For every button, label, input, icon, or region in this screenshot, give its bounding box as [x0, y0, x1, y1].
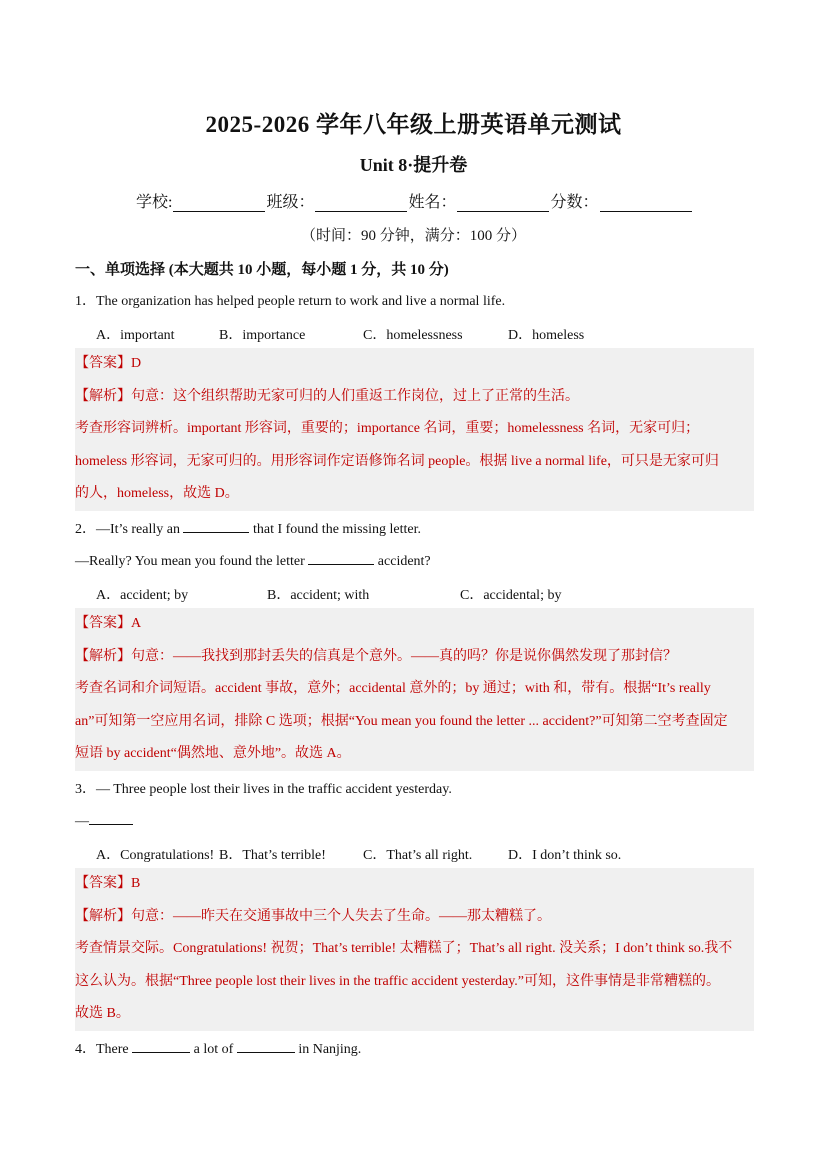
- stem-text: 4．There: [75, 1042, 129, 1057]
- stem-text: a lot of: [193, 1042, 234, 1057]
- class-label: 班级：: [266, 194, 315, 211]
- answer: 【答案】D: [75, 356, 142, 371]
- score-label: 分数：: [550, 194, 599, 211]
- analysis-line: 考查情景交际。Congratulations! 祝贺；That’s terrible! 太糟糕了；That’s all right. 没关系；I don’t think so.我不: [75, 941, 733, 956]
- question-2-stem-line-1: [75, 518, 421, 538]
- question-2-answer-block: [75, 608, 754, 771]
- answer-blank: [183, 518, 249, 533]
- option: B．importance: [219, 328, 306, 343]
- exam-title: 2025-2026 学年八年级上册英语单元测试: [205, 112, 622, 137]
- answer: 【答案】B: [75, 876, 141, 891]
- stem-text: that I found the missing letter.: [252, 522, 421, 537]
- option: B．That’s terrible!: [219, 848, 326, 863]
- question-4-stem: [75, 1038, 361, 1058]
- analysis-line: 故选 B。: [75, 1006, 130, 1021]
- stem-text: —Really? You mean you found the letter: [75, 554, 305, 569]
- stem-text: accident?: [377, 554, 431, 569]
- answer-blank: [237, 1038, 295, 1053]
- analysis-line: 考查名词和介词短语。accident 事故，意外；accidental 意外的；by 通过；with 和，带有。根据“It’s really: [75, 681, 711, 696]
- stem-text: —: [75, 814, 89, 829]
- question-2-stem-line-2: [75, 550, 431, 570]
- answer-blank: [89, 810, 133, 825]
- name-blank: [457, 193, 549, 212]
- analysis-line: 考查形容词辨析。important 形容词，重要的；importance 名词，重要；homelessness 名词，无家可归；: [75, 421, 700, 436]
- option: A．Congratulations!: [96, 848, 215, 863]
- option: C．accidental; by: [460, 588, 562, 603]
- exam-time: （时间：90 分钟，满分：100 分）: [300, 228, 526, 244]
- student-info-line: [136, 189, 693, 212]
- question-3-stem-line-2: [75, 810, 133, 830]
- analysis-line: an”可知第一空应用名词，排除 C 选项；根据“You mean you found the letter ... accident?”可知第二空考查固定: [75, 713, 728, 729]
- score-blank: [600, 193, 692, 212]
- question-3-stem-line-1: 3．— Three people lost their lives in the traffic accident yesterday.: [75, 782, 452, 797]
- answer-blank: [308, 550, 374, 565]
- answer-blank: [132, 1038, 190, 1053]
- analysis-line: 短语 by accident“偶然地、意外地”。故选 A。: [75, 746, 351, 761]
- analysis-line: 【解析】句意：——昨天在交通事故中三个人失去了生命。——那太糟糕了。: [75, 908, 551, 924]
- option: A．important: [96, 328, 175, 343]
- school-label: 学校:: [136, 194, 173, 211]
- analysis-line: 的人，homeless，故选 D。: [75, 486, 239, 501]
- option: A．accident; by: [96, 588, 189, 603]
- school-blank: [173, 193, 265, 212]
- question-1-stem: 1．The organization has helped people return to work and live a normal life.: [75, 294, 506, 309]
- stem-text: in Nanjing.: [298, 1042, 362, 1057]
- analysis-line: 这么认为。根据“Three people lost their lives in the traffic accident yesterday.”可知，这件事情是非常糟糕的。: [75, 973, 721, 989]
- option: D．homeless: [508, 328, 585, 343]
- option: D．I don’t think so.: [508, 848, 622, 863]
- option: C．homelessness: [363, 328, 463, 343]
- exam-subtitle: Unit 8·提升卷: [359, 155, 468, 175]
- stem-text: 2．—It’s really an: [75, 522, 180, 537]
- section-heading: 一、单项选择 (本大题共 10 小题，每小题 1 分，共 10 分): [75, 262, 449, 278]
- question-3-answer-block: [75, 868, 754, 1031]
- analysis-line: 【解析】句意：——我找到那封丢失的信真是个意外。——真的吗？你是说你偶然发现了那封信？: [75, 648, 677, 664]
- answer: 【答案】A: [75, 616, 142, 631]
- analysis-line: 【解析】句意：这个组织帮助无家可归的人们重返工作岗位，过上了正常的生活。: [75, 388, 579, 404]
- option: C．That’s all right.: [363, 848, 473, 863]
- question-1-answer-block: [75, 348, 754, 511]
- name-label: 姓名：: [408, 194, 457, 211]
- option: B．accident; with: [267, 588, 370, 603]
- class-blank: [315, 193, 407, 212]
- analysis-line: homeless 形容词，无家可归的。用形容词作定语修饰名词 people。根据 live a normal life，可只是无家可归: [75, 453, 719, 469]
